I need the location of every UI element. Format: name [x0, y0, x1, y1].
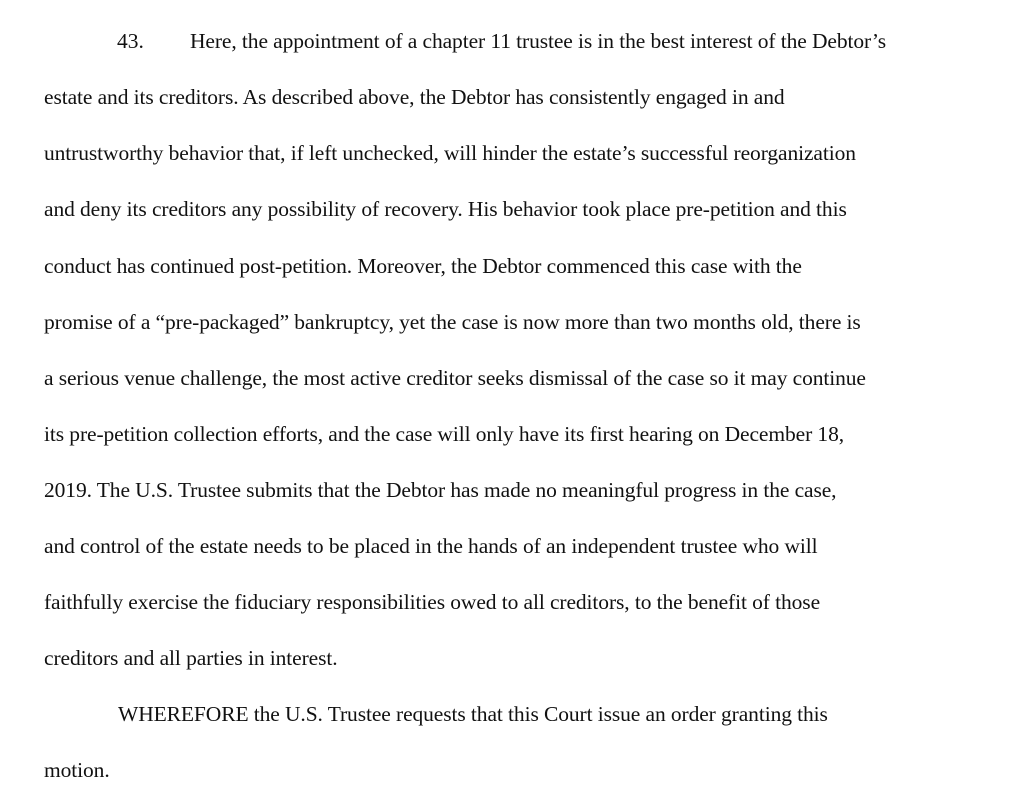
- paragraph-43-line-5: conduct has continued post-petition. Moreover, the Debtor commenced this case with the: [44, 254, 802, 278]
- paragraph-43-line-10: and control of the estate needs to be placed in the hands of an independent trustee who will: [44, 534, 818, 558]
- paragraph-43-line-8: its pre-petition collection efforts, and the case will only have its first hearing on December 18,: [44, 422, 844, 446]
- paragraph-43-line-6: promise of a “pre-packaged” bankruptcy, yet the case is now more than two months old, there is: [44, 310, 861, 334]
- paragraph-43-line-3: untrustworthy behavior that, if left unchecked, will hinder the estate’s successful reorganization: [44, 141, 856, 165]
- paragraph-number: 43.: [117, 29, 144, 53]
- paragraph-43-line-2: estate and its creditors. As described above, the Debtor has consistently engaged in and: [44, 85, 785, 109]
- wherefore-line-2: motion.: [44, 758, 110, 782]
- wherefore-line-1: WHEREFORE the U.S. Trustee requests that this Court issue an order granting this: [118, 702, 828, 726]
- paragraph-43-line-12: creditors and all parties in interest.: [44, 646, 338, 670]
- paragraph-43-line-9: 2019. The U.S. Trustee submits that the Debtor has made no meaningful progress in the case,: [44, 478, 837, 502]
- paragraph-43-line-4: and deny its creditors any possibility of recovery. His behavior took place pre-petition and this: [44, 197, 847, 221]
- paragraph-43-line-11: faithfully exercise the fiduciary responsibilities owed to all creditors, to the benefit of those: [44, 590, 821, 614]
- paragraph-43-line-1: Here, the appointment of a chapter 11 trustee is in the best interest of the Debtor’s: [190, 29, 887, 53]
- paragraph-43-line-7: a serious venue challenge, the most active creditor seeks dismissal of the case so it may continue: [44, 366, 866, 390]
